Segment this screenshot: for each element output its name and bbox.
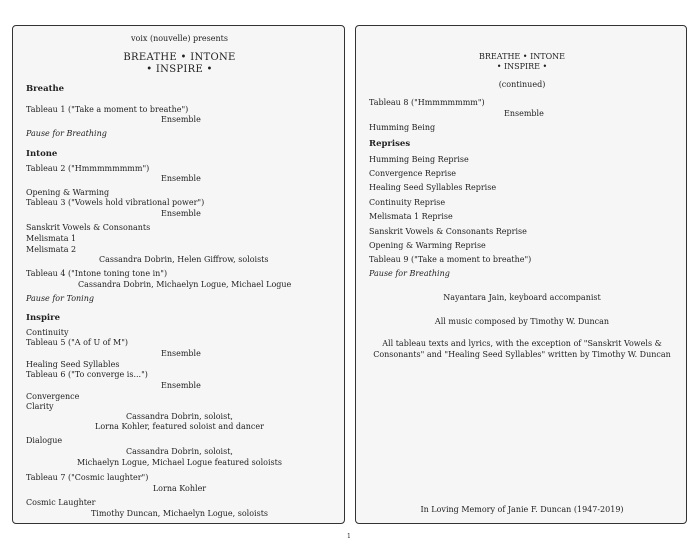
item-clarity: Clarity	[26, 402, 54, 411]
page-number: 1	[347, 533, 351, 540]
tableau-7-performer: Lorna Kohler	[152, 484, 207, 493]
lyrics-credit-line2: Consonants" and "Healing Seed Syllables" written by Timothy W. Duncan	[373, 350, 671, 359]
clarity-performer-2: Lorna Kohler, featured soloist and dancer	[95, 422, 264, 431]
program-left-panel	[12, 25, 345, 524]
program-title-line1: BREATHE • INTONE	[479, 52, 565, 61]
tableau-6-performer: Ensemble	[161, 381, 201, 390]
tableau-2: Tableau 2 ("Hmmmmmmmm")	[26, 164, 150, 173]
clarity-performer-1: Cassandra Dobrin, soloist,	[126, 412, 233, 421]
reprise-continuity: Continuity Reprise	[369, 198, 446, 207]
tableau-5-performer: Ensemble	[161, 349, 201, 358]
pause-breathing: Pause for Breathing	[26, 129, 107, 138]
item-opening-warming: Opening & Warming	[26, 188, 110, 197]
section-heading-reprises: Reprises	[369, 139, 411, 149]
tableau-4: Tableau 4 ("Intone toning tone in")	[26, 269, 168, 278]
cosmic-laughter-performers: Timothy Duncan, Michaelyn Logue, soloists	[90, 509, 269, 518]
lyrics-credit-line1: All tableau texts and lyrics, with the exception of "Sanskrit Vowels &	[382, 339, 662, 348]
tableau-1-performer: Ensemble	[161, 115, 201, 124]
continued-label: (continued)	[498, 80, 546, 89]
item-dialogue: Dialogue	[26, 436, 63, 445]
dialogue-performer-1: Cassandra Dobrin, soloist,	[126, 447, 233, 456]
melismata-2-performers: Cassandra Dobrin, Helen Giffrow, soloists	[99, 255, 269, 264]
item-cosmic-laughter: Cosmic Laughter	[26, 498, 96, 507]
tableau-4-performers: Cassandra Dobrin, Michaelyn Logue, Michael Logue	[78, 280, 292, 289]
item-sanskrit: Sanskrit Vowels & Consonants	[26, 223, 151, 232]
accompanist-credit: Nayantara Jain, keyboard accompanist	[443, 293, 601, 302]
composer-credit: All music composed by Timothy W. Duncan	[434, 317, 610, 326]
item-healing-seed: Healing Seed Syllables	[26, 360, 120, 369]
item-convergence: Convergence	[26, 392, 80, 401]
tableau-6: Tableau 6 ("To converge is...")	[26, 370, 148, 379]
program-title-line2: • INSPIRE •	[146, 64, 213, 75]
program-title-line2: • INSPIRE •	[496, 62, 548, 71]
presenter-line: voix (nouvelle) presents	[131, 34, 228, 43]
reprise-convergence: Convergence Reprise	[369, 169, 457, 178]
reprise-opening-warming: Opening & Warming Reprise	[369, 241, 486, 250]
item-melismata-1: Melismata 1	[26, 234, 77, 243]
pause-toning: Pause for Toning	[26, 294, 94, 303]
program-right-panel	[355, 25, 687, 524]
item-continuity: Continuity	[26, 328, 69, 337]
section-heading-breathe: Breathe	[26, 84, 65, 94]
tableau-8: Tableau 8 ("Hmmmmmmm")	[369, 98, 485, 107]
memorial-dedication: In Loving Memory of Janie F. Duncan (1947-2019)	[420, 505, 624, 514]
pause-breathing: Pause for Breathing	[369, 269, 450, 278]
item-humming-being: Humming Being	[369, 123, 436, 132]
tableau-7: Tableau 7 ("Cosmic laughter")	[26, 473, 149, 482]
tableau-8-performer: Ensemble	[504, 109, 544, 118]
reprise-healing-seed: Healing Seed Syllables Reprise	[369, 183, 497, 192]
tableau-9: Tableau 9 ("Take a moment to breathe")	[369, 255, 532, 264]
reprise-melismata-1: Melismata 1 Reprise	[369, 212, 453, 221]
item-melismata-2: Melismata 2	[26, 245, 77, 254]
tableau-1: Tableau 1 ("Take a moment to breathe")	[26, 105, 189, 114]
reprise-humming-being: Humming Being Reprise	[369, 155, 469, 164]
section-heading-intone: Intone	[26, 149, 58, 159]
tableau-2-performer: Ensemble	[161, 174, 201, 183]
tableau-3-performer: Ensemble	[161, 209, 201, 218]
tableau-3: Tableau 3 ("Vowels hold vibrational power")	[26, 198, 205, 207]
program-title-line1: BREATHE • INTONE	[123, 52, 236, 63]
dialogue-performer-2: Michaelyn Logue, Michael Logue featured soloists	[77, 458, 282, 467]
tableau-5: Tableau 5 ("A of U of M")	[26, 338, 129, 347]
reprise-sanskrit: Sanskrit Vowels & Consonants Reprise	[369, 227, 527, 236]
section-heading-inspire: Inspire	[26, 313, 60, 323]
